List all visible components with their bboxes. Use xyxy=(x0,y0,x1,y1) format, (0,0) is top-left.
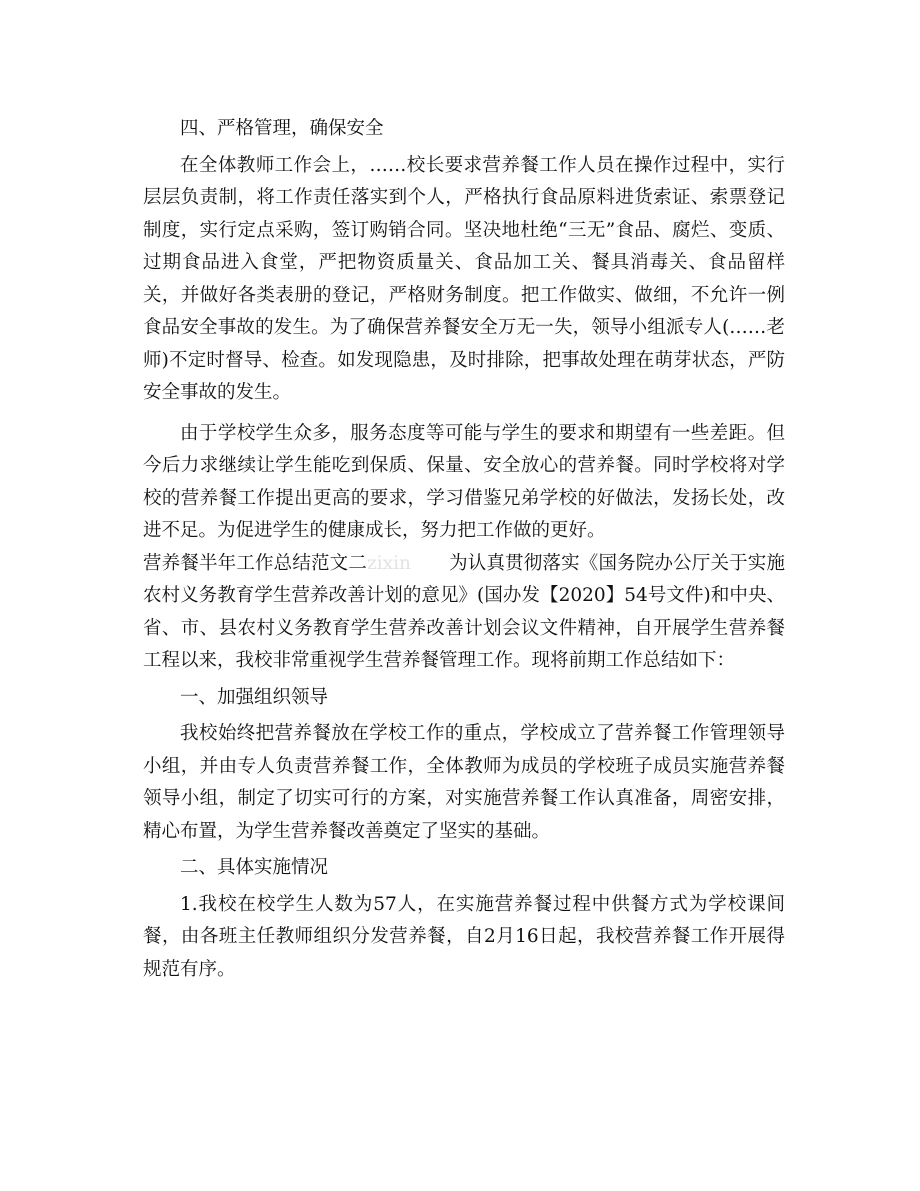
article-2-intro: 为认真贯彻落实《国务院办公厅关于实施农村义务教育学生营养改善计划的意见》(国办发【2020】54号文件)和中央、省、市、县农村义务教育学生营养改善计划会议文件精神，自开展学生营养餐工程以来，我校非常重视学生营养餐管理工作。现将前期工作总结如下： xyxy=(143,552,785,671)
document-page xyxy=(143,113,785,986)
watermark-text: zixin xyxy=(367,552,411,574)
section-heading-4: 四、严格管理，确保安全 xyxy=(180,118,384,139)
section-4-paragraph-1: 在全体教师工作会上，……校长要求营养餐工作人员在操作过程中，实行层层负责制，将工作责任落实到个人，严格执行食品原料进货索证、索票登记制度，实行定点采购，签订购销合同。坚决地杜绝“三无”食品、腐烂、变质、过期食品进入食堂，严把物资质量关、食品加工关、餐具消毒关、食品留样关，并做好各类表册的登记，严格财务制度。把工作做实、做细，不允许一例食品安全事故的发生。为了确保营养餐安全万无一失，领导小组派专人(……老师)不定时督导、检查。如发现隐患，及时排除，把事故处理在萌芽状态，严防安全事故的发生。 xyxy=(143,154,785,403)
section-heading-1: 一、加强组织领导 xyxy=(180,686,329,708)
section-2-paragraph: 1.我校在校学生人数为57人，在实施营养餐过程中供餐方式为学校课间餐，由各班主任教师组织分发营养餐，自2月16日起，我校营养餐工作开展得规范有序。 xyxy=(143,893,785,980)
section-1-paragraph: 我校始终把营养餐放在学校工作的重点，学校成立了营养餐工作管理领导小组，并由专人负责营养餐工作，全体教师为成员的学校班子成员实施营养餐领导小组，制定了切实可行的方案，对实施营养餐工作认真准备，周密安排，精心布置，为学生营养餐改善奠定了坚实的基础。 xyxy=(143,723,785,842)
section-4-paragraph-2: 由于学校学生众多，服务态度等可能与学生的要求和期望有一些差距。但今后力求继续让学生能吃到保质、保量、安全放心的营养餐。同时学校将对学校的营养餐工作提出更高的要求，学习借鉴兄弟学校的好做法，发扬长处，改进不足。为促进学生的健康成长，努力把工作做的更好。 xyxy=(143,422,785,541)
section-heading-2: 二、具体实施情况 xyxy=(180,857,329,878)
article-2-intro-block xyxy=(143,548,785,678)
article-title: 营养餐半年工作总结范文二 xyxy=(143,552,368,574)
